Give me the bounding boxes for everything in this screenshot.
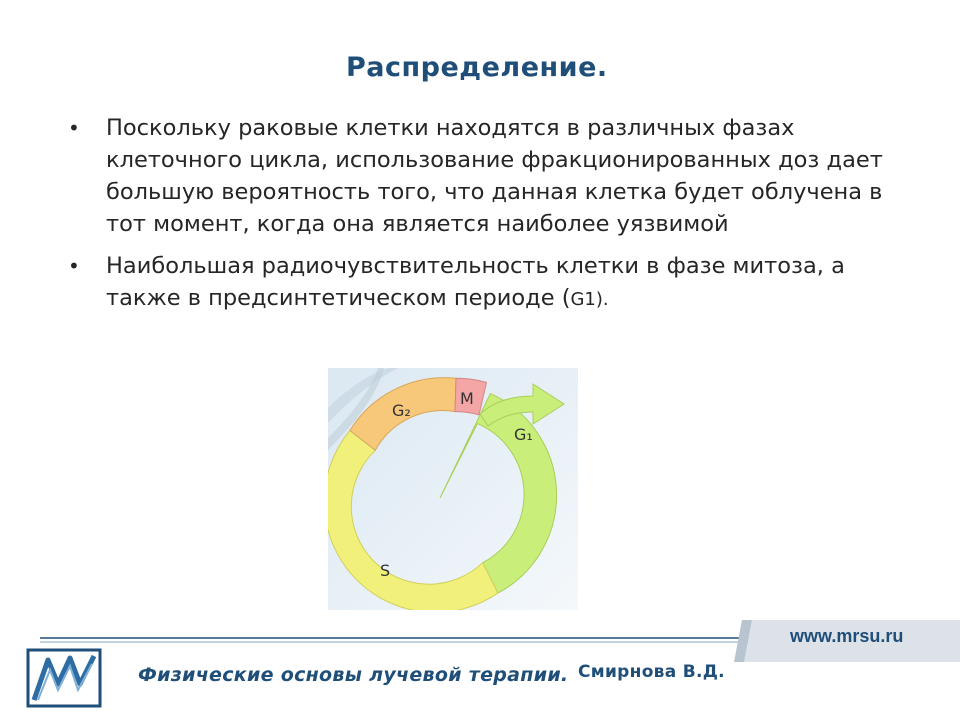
university-logo [24, 644, 108, 710]
bullet-text: Наибольшая радиочувствительность клетки в фазе митоза, а также в предсинтетическом периоде ( [106, 253, 845, 311]
footer-author: Смирнова В.Д. [578, 662, 725, 682]
phase-g1-label: G₁ [514, 425, 533, 444]
bullet-item [64, 112, 894, 240]
phase-m-label: M [460, 389, 474, 408]
footer-url[interactable]: www.mrsu.ru [790, 626, 904, 646]
phase-s-label: S [380, 561, 391, 580]
bullet-text: Поскольку раковые клетки находятся в различных фазах клеточного цикла, использование фракционированных доз дает большую вероятность того, что данная клетка будет облучена в тот момент, когда она является наиболее уязвимой [106, 115, 883, 237]
bullet-dot-icon: • [68, 116, 80, 140]
footer-course-title: Физические основы лучевой терапии. [138, 664, 569, 686]
bullet-item [64, 250, 894, 316]
bullet-list [64, 112, 894, 326]
cell-cycle-diagram [328, 368, 578, 610]
phase-g2-label: G₂ [392, 401, 411, 420]
bullet-text-small: G1). [570, 289, 609, 310]
bullet-dot-icon: • [68, 254, 80, 278]
slide-title: Распределение. [346, 52, 608, 83]
